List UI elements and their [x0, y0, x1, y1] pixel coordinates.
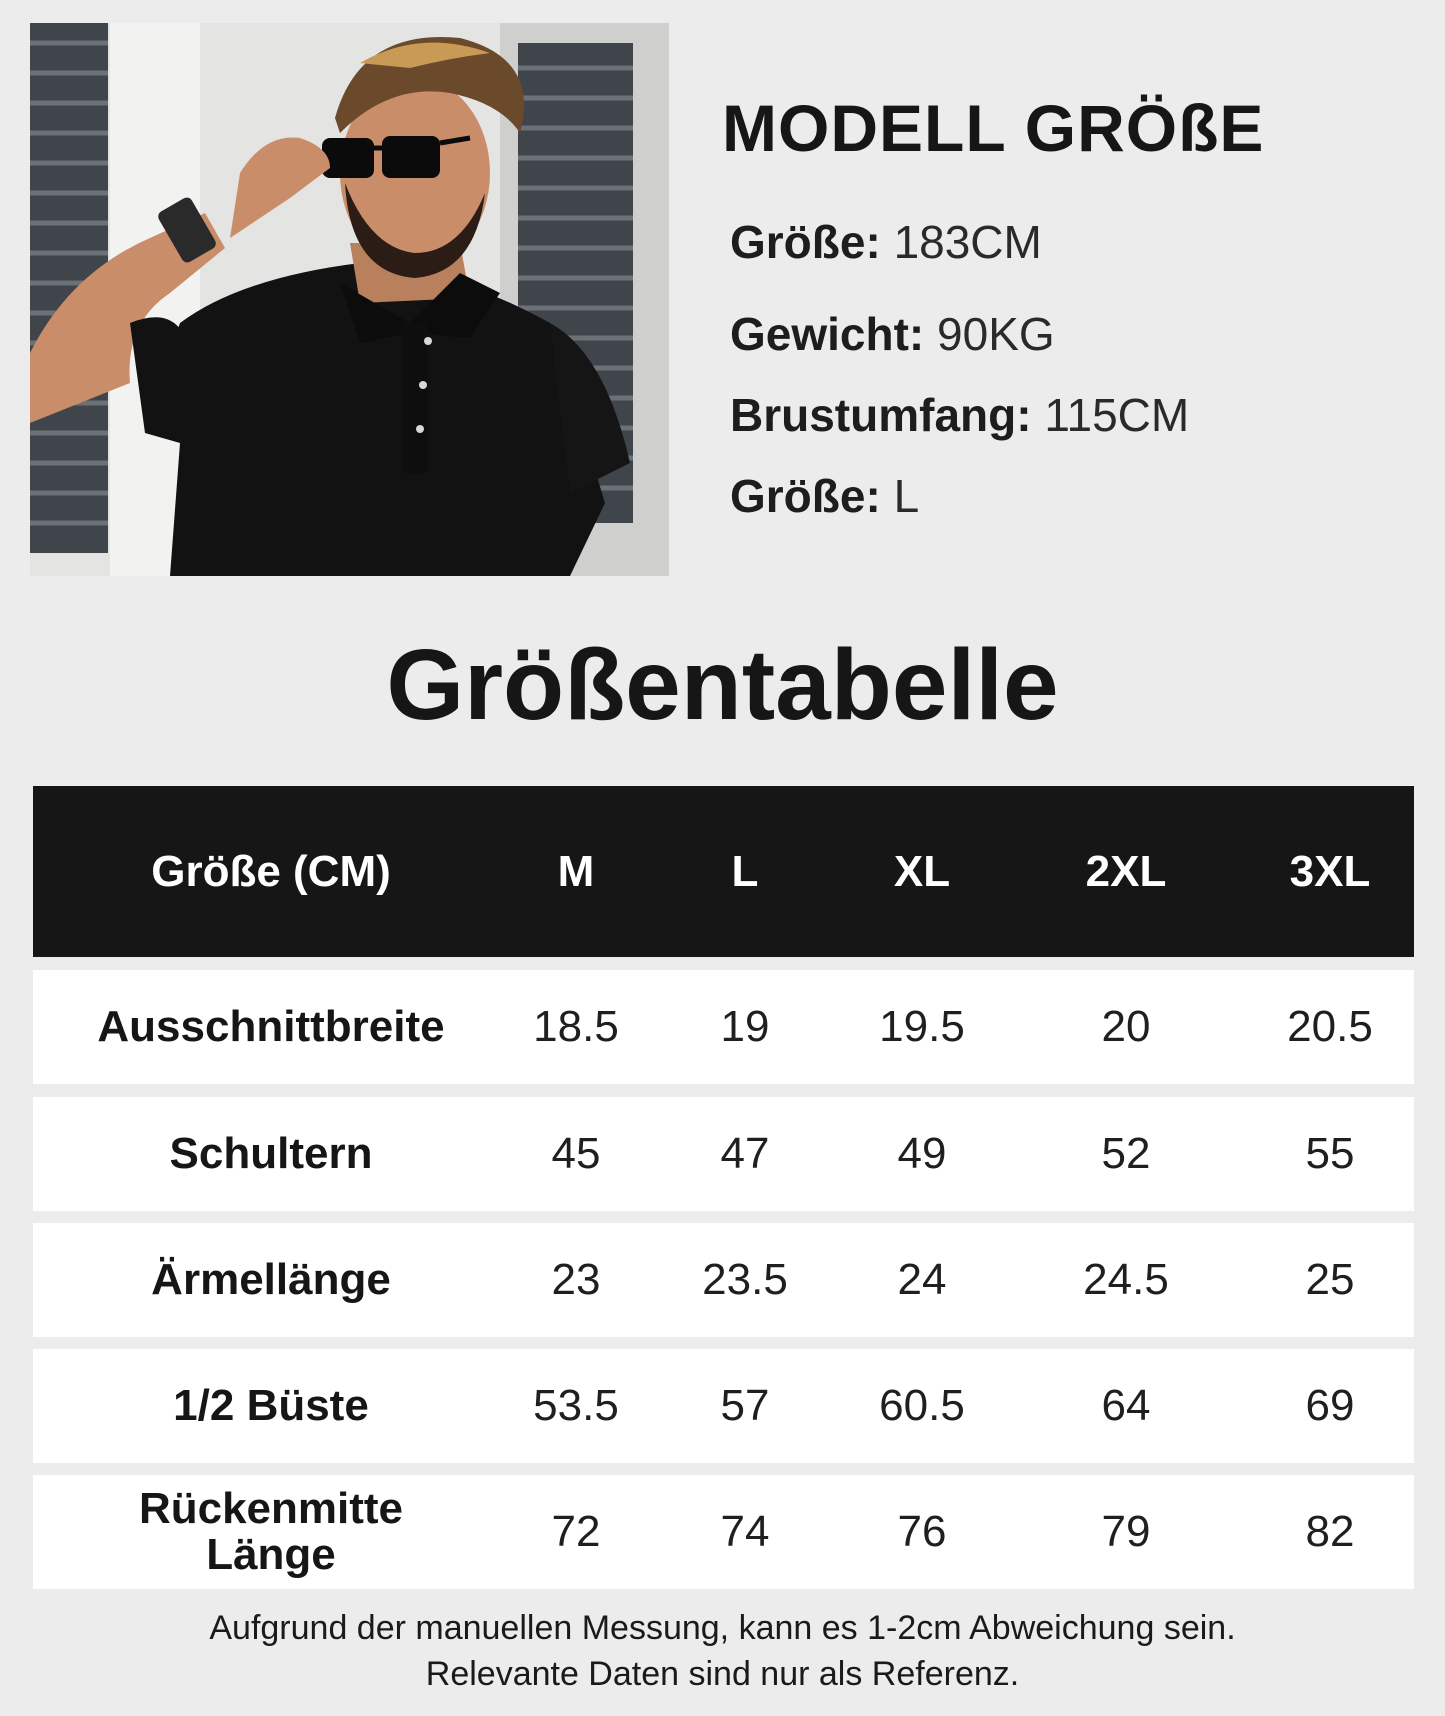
model-weight-label: Gewicht:	[730, 308, 925, 360]
model-size-value: L	[893, 470, 920, 522]
header-2xl: 2XL	[1085, 846, 1167, 896]
model-chest-value: 115CM	[1044, 389, 1190, 441]
table-cell: 57	[720, 1381, 770, 1430]
model-chest-label: Brustumfang:	[730, 389, 1032, 441]
model-size-label: Größe:	[730, 470, 881, 522]
row-label	[33, 1475, 509, 1589]
table-cell: 60.5	[879, 1381, 965, 1430]
table-cell: 74	[720, 1507, 770, 1556]
table-cell: 52	[1101, 1129, 1151, 1178]
table-cell: 24	[897, 1255, 947, 1304]
table-row	[33, 1223, 1414, 1337]
model-illustration	[30, 23, 669, 576]
table-cell: 47	[720, 1129, 770, 1178]
table-cell: 24.5	[1083, 1255, 1169, 1304]
table-cell: 53.5	[533, 1381, 619, 1430]
model-title: MODELL GRÖßE	[722, 91, 1265, 165]
table-cell: 79	[1101, 1507, 1151, 1556]
table-cell: 82	[1305, 1507, 1355, 1556]
table-row	[33, 1349, 1414, 1463]
table-cell: 72	[551, 1507, 601, 1556]
table-cell: 64	[1101, 1381, 1151, 1430]
row-label-line-1: Rückenmitte	[138, 1484, 404, 1533]
table-cell: 76	[897, 1507, 947, 1556]
model-height-value: 183CM	[893, 216, 1042, 268]
header-size-cm: Größe (CM)	[151, 846, 391, 896]
model-height-label: Größe:	[730, 216, 881, 268]
table-row	[33, 1097, 1414, 1211]
table-cell: 25	[1305, 1255, 1355, 1304]
footnote-line-1: Aufgrund der manuellen Messung, kann es 1-2cm Abweichung sein.	[209, 1609, 1236, 1647]
table-cell: 55	[1305, 1129, 1355, 1178]
row-label: Ärmellänge	[151, 1255, 391, 1304]
table-cell: 49	[897, 1129, 947, 1178]
header-3xl: 3XL	[1289, 846, 1371, 896]
model-chest	[730, 388, 1189, 442]
footnote-line-2: Relevante Daten sind nur als Referenz.	[425, 1655, 1020, 1693]
row-label: Ausschnittbreite	[97, 1002, 445, 1051]
model-weight	[730, 307, 1055, 361]
table-cell: 45	[551, 1129, 601, 1178]
table-cell: 19.5	[879, 1002, 965, 1051]
header-m: M	[557, 846, 595, 896]
model-weight-value: 90KG	[937, 308, 1055, 360]
header-xl: XL	[893, 846, 951, 896]
table-cell: 23	[551, 1255, 601, 1304]
row-label: 1/2 Büste	[173, 1381, 369, 1430]
table-cell: 69	[1305, 1381, 1355, 1430]
table-row	[33, 1475, 1414, 1589]
table-cell: 20.5	[1287, 1002, 1373, 1051]
model-height	[730, 215, 1042, 269]
table-cell: 18.5	[533, 1002, 619, 1051]
table-row	[33, 970, 1414, 1084]
row-label-line-2: Länge	[206, 1530, 336, 1579]
model-size	[730, 469, 919, 523]
table-cell: 20	[1101, 1002, 1151, 1051]
size-table-header	[33, 786, 1414, 957]
table-cell: 23.5	[702, 1255, 788, 1304]
table-cell: 19	[720, 1002, 770, 1051]
size-table-title: Größentabelle	[386, 629, 1059, 741]
model-photo	[30, 23, 669, 576]
header-l: L	[731, 846, 759, 896]
row-label: Schultern	[169, 1129, 373, 1178]
